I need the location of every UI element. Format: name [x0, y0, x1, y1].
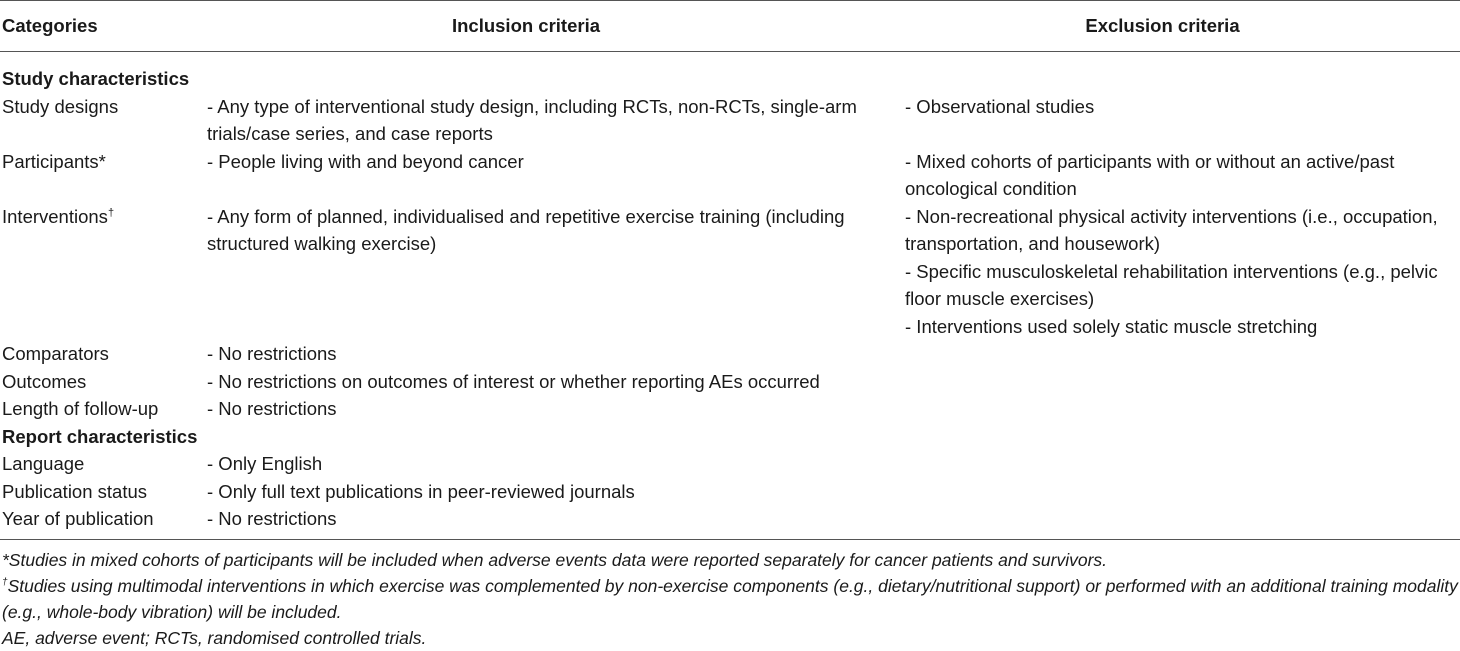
category-publication-status: Publication status	[2, 480, 148, 502]
exclusion-interventions-item: - Non-recreational physical activity interventions (i.e., occupation, transportation, and housework)	[905, 205, 1438, 254]
section-row-report	[0, 423, 1460, 451]
section-study-characteristics: Study characteristics	[2, 68, 190, 89]
section-report-characteristics: Report characteristics	[2, 425, 198, 447]
inclusion-year-of-publication: - No restrictions	[207, 508, 337, 529]
header-exclusion: Exclusion criteria	[905, 1, 1460, 52]
footnote-dagger-text: Studies using multimodal interventions in which exercise was complemented by non-exercise components (e.g., dietary/nutritional support) or performed with an additional training modality (e.g., whole-body vibration) will be included.	[2, 576, 1458, 622]
footnote-dagger-marker: †	[2, 577, 8, 589]
inclusion-study-designs: - Any type of interventional study design, including RCTs, non-RCTs, single-arm trials/case series, and case reports	[207, 95, 857, 144]
inclusion-publication-status: - Only full text publications in peer-reviewed journals	[207, 480, 635, 502]
header-inclusion: Inclusion criteria	[207, 1, 905, 52]
table-row	[0, 478, 1460, 506]
inclusion-outcomes: - No restrictions on outcomes of interest or whether reporting AEs occurred	[207, 370, 820, 392]
category-language: Language	[2, 453, 85, 474]
exclusion-study-designs: - Observational studies	[905, 95, 1095, 117]
table-row	[0, 368, 1460, 396]
exclusion-comparators	[905, 340, 1460, 368]
inclusion-comparators: - No restrictions	[207, 343, 337, 364]
table-row	[0, 203, 1460, 341]
exclusion-year-of-publication	[905, 505, 1460, 533]
header-categories: Categories	[0, 1, 207, 52]
exclusion-publication-status	[905, 478, 1460, 506]
inclusion-length-of-follow-up: - No restrictions	[207, 398, 337, 419]
exclusion-participants: - Mixed cohorts of participants with or without an active/past oncological condition	[905, 150, 1395, 199]
category-interventions	[0, 203, 207, 341]
section-row-study	[0, 52, 1460, 93]
footnote-dagger	[0, 573, 1460, 625]
table-row	[0, 148, 1460, 203]
exclusion-interventions-item: - Interventions used solely static muscle stretching	[905, 315, 1318, 337]
category-participants-label: Participants	[2, 150, 99, 172]
inclusion-language: - Only English	[207, 453, 323, 474]
category-comparators: Comparators	[2, 343, 109, 364]
exclusion-length-of-follow-up	[905, 395, 1460, 423]
category-year-of-publication: Year of publication	[2, 508, 154, 529]
exclusion-interventions-item: - Specific musculoskeletal rehabilitation interventions (e.g., pelvic floor muscle exercises)	[905, 260, 1438, 309]
participants-footnote-marker: *	[98, 150, 106, 172]
category-study-designs: Study designs	[2, 95, 119, 117]
footnote-abbreviations: AE, adverse event; RCTs, randomised controlled trials.	[2, 628, 427, 648]
exclusion-language	[905, 450, 1460, 478]
category-length-of-follow-up: Length of follow-up	[2, 398, 159, 419]
table-footnotes	[0, 539, 1460, 651]
table-row	[0, 340, 1460, 368]
interventions-footnote-marker: †	[107, 206, 115, 219]
category-participants	[0, 148, 207, 203]
category-interventions-label: Interventions	[2, 205, 108, 227]
table-row	[0, 450, 1460, 478]
exclusion-interventions	[905, 203, 1460, 341]
category-outcomes: Outcomes	[2, 370, 87, 392]
inclusion-interventions: - Any form of planned, individualised and repetitive exercise training (including structured walking exercise)	[207, 205, 845, 254]
footnote-star: *Studies in mixed cohorts of participants will be included when adverse events data were reported separately for cancer patients and survivors.	[2, 550, 1108, 570]
table-row	[0, 505, 1460, 533]
header-row	[0, 1, 1460, 52]
exclusion-outcomes	[905, 368, 1460, 396]
inclusion-participants: - People living with and beyond cancer	[207, 150, 524, 172]
table-row	[0, 395, 1460, 423]
table-row	[0, 93, 1460, 148]
